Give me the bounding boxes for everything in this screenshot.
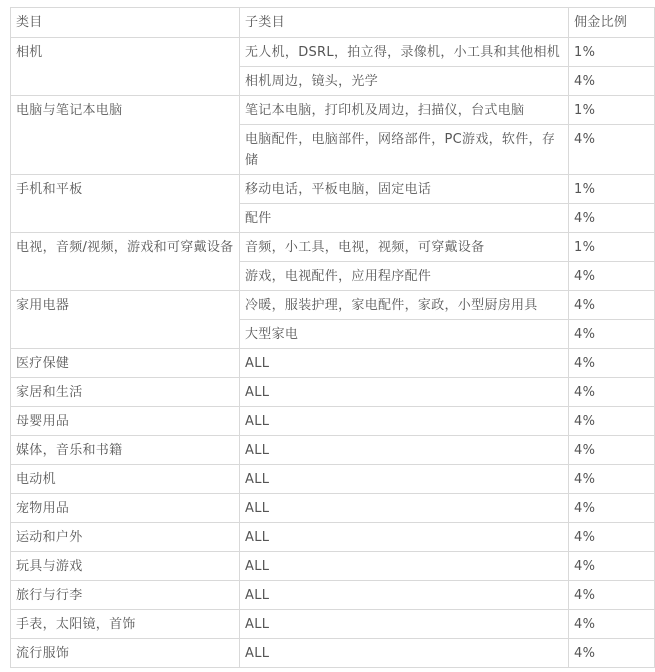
subcategory-cell: 大型家电 bbox=[240, 320, 569, 349]
subcategory-cell: ALL bbox=[240, 639, 569, 668]
category-cell: 电脑与笔记本电脑 bbox=[11, 96, 240, 175]
commission-rate-cell: 1% bbox=[569, 175, 655, 204]
category-cell: 电动机 bbox=[11, 465, 240, 494]
category-cell: 媒体，音乐和书籍 bbox=[11, 436, 240, 465]
header-category: 类目 bbox=[11, 8, 240, 38]
table-header-row bbox=[11, 8, 655, 38]
category-cell: 运动和户外 bbox=[11, 523, 240, 552]
commission-rate-cell: 4% bbox=[569, 639, 655, 668]
table-row bbox=[11, 96, 655, 125]
header-subcategory: 子类目 bbox=[240, 8, 569, 38]
commission-rate-cell: 4% bbox=[569, 125, 655, 175]
commission-rate-cell: 1% bbox=[569, 38, 655, 67]
header-commission-rate: 佣金比例 bbox=[569, 8, 655, 38]
subcategory-cell: ALL bbox=[240, 378, 569, 407]
subcategory-cell: ALL bbox=[240, 610, 569, 639]
table-row bbox=[11, 552, 655, 581]
subcategory-cell: 无人机，DSRL，拍立得，录像机，小工具和其他相机 bbox=[240, 38, 569, 67]
table-row bbox=[11, 523, 655, 552]
commission-rate-cell: 4% bbox=[569, 67, 655, 96]
subcategory-cell: 游戏，电视配件，应用程序配件 bbox=[240, 262, 569, 291]
table-row bbox=[11, 291, 655, 320]
subcategory-cell: ALL bbox=[240, 349, 569, 378]
commission-rate-cell: 4% bbox=[569, 349, 655, 378]
commission-rate-cell: 4% bbox=[569, 465, 655, 494]
commission-rate-cell: 4% bbox=[569, 320, 655, 349]
subcategory-cell: 相机周边，镜头，光学 bbox=[240, 67, 569, 96]
category-cell: 手机和平板 bbox=[11, 175, 240, 233]
category-cell: 流行服饰 bbox=[11, 639, 240, 668]
category-cell: 母婴用品 bbox=[11, 407, 240, 436]
subcategory-cell: 电脑配件，电脑部件，网络部件，PC游戏，软件，存储 bbox=[240, 125, 569, 175]
table-row bbox=[11, 407, 655, 436]
commission-rate-cell: 4% bbox=[569, 262, 655, 291]
commission-rate-cell: 1% bbox=[569, 233, 655, 262]
table-row bbox=[11, 610, 655, 639]
commission-rate-cell: 4% bbox=[569, 378, 655, 407]
category-cell: 家居和生活 bbox=[11, 378, 240, 407]
category-cell: 手表，太阳镜，首饰 bbox=[11, 610, 240, 639]
category-cell: 相机 bbox=[11, 38, 240, 96]
commission-rate-cell: 4% bbox=[569, 291, 655, 320]
category-cell: 玩具与游戏 bbox=[11, 552, 240, 581]
table-row bbox=[11, 349, 655, 378]
table-row bbox=[11, 581, 655, 610]
category-cell: 医疗保健 bbox=[11, 349, 240, 378]
category-cell: 家用电器 bbox=[11, 291, 240, 349]
table-row bbox=[11, 175, 655, 204]
commission-rate-cell: 4% bbox=[569, 581, 655, 610]
commission-rate-cell: 4% bbox=[569, 523, 655, 552]
subcategory-cell: ALL bbox=[240, 552, 569, 581]
commission-rate-cell: 4% bbox=[569, 436, 655, 465]
commission-rate-cell: 4% bbox=[569, 494, 655, 523]
subcategory-cell: 笔记本电脑，打印机及周边，扫描仪，台式电脑 bbox=[240, 96, 569, 125]
subcategory-cell: ALL bbox=[240, 436, 569, 465]
category-cell: 宠物用品 bbox=[11, 494, 240, 523]
table-row bbox=[11, 436, 655, 465]
table-row bbox=[11, 639, 655, 668]
table-row bbox=[11, 378, 655, 407]
category-cell: 电视，音频/视频，游戏和可穿戴设备 bbox=[11, 233, 240, 291]
commission-table bbox=[10, 7, 655, 668]
subcategory-cell: ALL bbox=[240, 494, 569, 523]
table-row bbox=[11, 233, 655, 262]
table-body bbox=[11, 38, 655, 668]
commission-rate-cell: 4% bbox=[569, 610, 655, 639]
subcategory-cell: 配件 bbox=[240, 204, 569, 233]
subcategory-cell: 冷暖，服装护理，家电配件，家政，小型厨房用具 bbox=[240, 291, 569, 320]
commission-rate-cell: 4% bbox=[569, 552, 655, 581]
subcategory-cell: 音频，小工具，电视，视频，可穿戴设备 bbox=[240, 233, 569, 262]
subcategory-cell: ALL bbox=[240, 523, 569, 552]
commission-rate-cell: 4% bbox=[569, 407, 655, 436]
subcategory-cell: ALL bbox=[240, 407, 569, 436]
subcategory-cell: 移动电话，平板电脑，固定电话 bbox=[240, 175, 569, 204]
category-cell: 旅行与行李 bbox=[11, 581, 240, 610]
table-row bbox=[11, 494, 655, 523]
table-row bbox=[11, 38, 655, 67]
subcategory-cell: ALL bbox=[240, 581, 569, 610]
commission-rate-cell: 4% bbox=[569, 204, 655, 233]
subcategory-cell: ALL bbox=[240, 465, 569, 494]
commission-rate-cell: 1% bbox=[569, 96, 655, 125]
table-row bbox=[11, 465, 655, 494]
